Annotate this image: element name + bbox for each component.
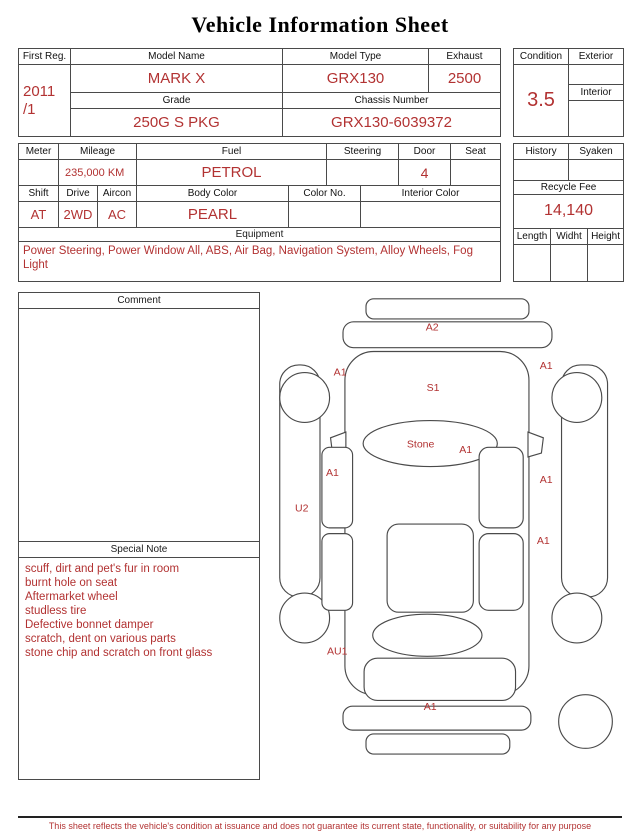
damage-label-right-rear: A1 [536, 535, 550, 548]
condition-box [513, 48, 624, 137]
equipment-header: Equipment [19, 228, 501, 242]
height-value-empty [588, 245, 624, 282]
grade-header: Grade [71, 93, 283, 109]
seat-header: Seat [451, 144, 501, 160]
steering-value-empty [327, 160, 399, 186]
interior-value-empty [569, 101, 624, 137]
main-section [18, 292, 622, 780]
height-header: Height [588, 229, 624, 245]
car-rear-trim [366, 734, 510, 754]
exhaust-header: Exhaust [429, 49, 501, 65]
width-value-empty [551, 245, 588, 282]
syaken-header: Syaken [569, 144, 624, 160]
car-front-right-wheel [552, 373, 602, 423]
mileage-value: 235,000 KM [59, 160, 137, 186]
door-header: Door [399, 144, 451, 160]
condition-value: 3.5 [514, 65, 569, 137]
grade-value: 250G S PKG [71, 109, 283, 137]
car-rear-bumper-inner [364, 658, 515, 700]
aircon-header: Aircon [98, 186, 137, 202]
car-right-front-door [479, 447, 523, 528]
damage-label-windshield: A1 [459, 444, 473, 457]
exterior-value-empty [569, 65, 624, 85]
door-value: 4 [399, 160, 451, 186]
shift-value: AT [19, 202, 59, 228]
special-note-item: burnt hole on seat [25, 577, 118, 590]
special-note-item: scratch, dent on various parts [25, 633, 176, 646]
top-section [18, 48, 622, 137]
meter-header: Meter [19, 144, 59, 160]
special-note-item: studless tire [25, 605, 87, 618]
damage-label-left-side: U2 [295, 502, 309, 515]
comment-panel [18, 292, 260, 780]
seat-value-empty [451, 160, 501, 186]
length-header: Length [514, 229, 551, 245]
model-type-value: GRX130 [283, 65, 429, 93]
car-top-view [272, 294, 622, 756]
fuel-value: PETROL [137, 160, 327, 186]
first-reg-header: First Reg. [19, 49, 71, 65]
car-front-left-wheel [280, 373, 330, 423]
interior-color-value-empty [361, 202, 501, 228]
meter-value-empty [19, 160, 59, 186]
first-reg-value [19, 65, 71, 137]
body-color-value: PEARL [137, 202, 289, 228]
car-front-bumper [343, 322, 552, 348]
shift-header: Shift [19, 186, 59, 202]
model-name-value: MARK X [71, 65, 283, 93]
drive-header: Drive [59, 186, 98, 202]
steering-header: Steering [327, 144, 399, 160]
damage-label-rear-left: AU1 [327, 645, 348, 658]
disclaimer-text: This sheet reflects the vehicle's condition at issuance and does not guarantee its current state, functionality, or suitability for any purpose [18, 816, 622, 831]
interior-color-header: Interior Color [361, 186, 501, 202]
car-right-rear-door [479, 534, 523, 611]
car-damage-diagram [272, 292, 622, 780]
special-note-list [19, 558, 259, 664]
first-reg-month: /1 [23, 100, 36, 118]
damage-label-bonnet: S1 [426, 381, 440, 394]
model-type-header: Model Type [283, 49, 429, 65]
car-front-trim [366, 299, 529, 319]
chassis-number-header: Chassis Number [283, 93, 501, 109]
history-header: History [514, 144, 569, 160]
car-left-rear-door [322, 534, 353, 611]
color-no-header: Color No. [289, 186, 361, 202]
damage-label-front-left-fender: A1 [333, 366, 347, 379]
chassis-number-value: GRX130-6039372 [283, 109, 501, 137]
vehicle-identity-table [18, 48, 501, 137]
car-rear-bumper [343, 706, 531, 730]
comment-body-empty [19, 309, 259, 541]
special-note-header: Special Note [19, 541, 259, 558]
special-note-item: Defective bonnet damper [25, 619, 154, 632]
car-right-mirror [528, 432, 543, 457]
damage-label-left-front-door: A1 [326, 467, 339, 480]
drive-value: 2WD [59, 202, 98, 228]
equipment-value: Power Steering, Power Window All, ABS, Air Bag, Navigation System, Alloy Wheels, Fog Light [19, 242, 501, 282]
recycle-fee-header: Recycle Fee [514, 180, 624, 194]
special-note-item: stone chip and scratch on front glass [25, 647, 213, 660]
exterior-header: Exterior [569, 49, 624, 65]
car-rear-window [373, 614, 482, 656]
damage-label-windshield-stone: Stone [406, 438, 435, 451]
damage-label-front-right-fender: A1 [539, 359, 553, 372]
mileage-header: Mileage [59, 144, 137, 160]
interior-header: Interior [569, 85, 624, 101]
fuel-header: Fuel [137, 144, 327, 160]
history-value-empty [514, 160, 569, 180]
car-left-front-door [322, 447, 353, 528]
condition-header: Condition [514, 49, 569, 65]
spec-section [18, 143, 622, 282]
recycle-fee-value: 14,140 [514, 194, 624, 229]
first-reg-year: 2011 [23, 82, 56, 100]
syaken-value-empty [569, 160, 624, 180]
width-header: Widht [551, 229, 588, 245]
fee-dimensions-box [513, 143, 624, 282]
spec-table [18, 143, 501, 282]
car-rear-right-wheel [552, 593, 602, 643]
aircon-value: AC [98, 202, 137, 228]
car-trunk-area [387, 524, 473, 612]
damage-label-rear-bumper: A1 [423, 700, 437, 713]
car-spare-wheel [559, 695, 613, 749]
model-name-header: Model Name [71, 49, 283, 65]
comment-header: Comment [19, 293, 259, 309]
special-note-item: Aftermarket wheel [25, 591, 118, 604]
exhaust-value: 2500 [429, 65, 501, 93]
special-note-item: scuff, dirt and pet's fur in room [25, 563, 180, 575]
body-color-header: Body Color [137, 186, 289, 202]
damage-label-front-bumper: A2 [425, 321, 439, 334]
damage-label-right-side: A1 [539, 473, 553, 486]
color-no-value-empty [289, 202, 361, 228]
length-value-empty [514, 245, 551, 282]
page-title: Vehicle Information Sheet [191, 12, 449, 37]
